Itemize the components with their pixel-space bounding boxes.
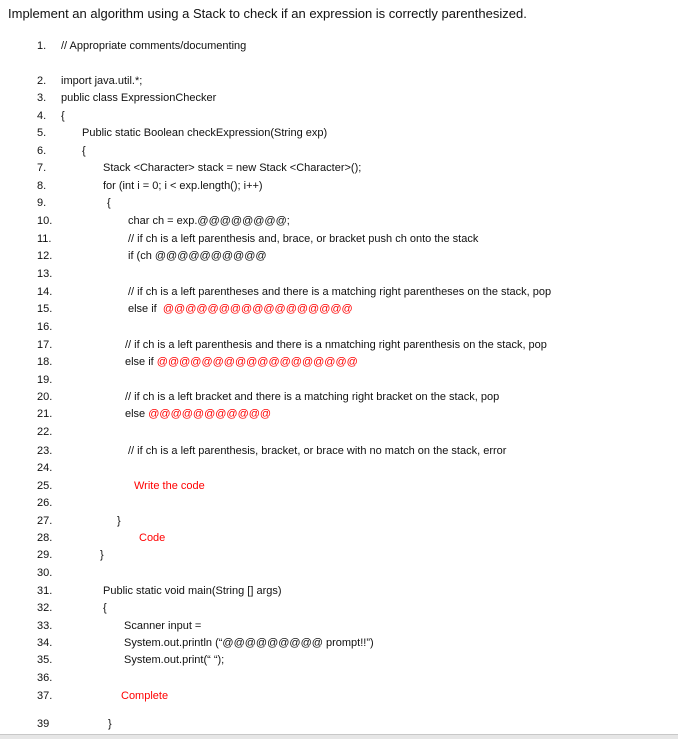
- code-text: [61, 38, 246, 54]
- code-segment: // if ch is a left parenthesis, bracket, or brace with no match on the stack, error: [128, 445, 507, 457]
- line-number: 20.: [37, 391, 53, 403]
- code-segment: System.out.println (“@@@@@@@@@ prompt!!”): [124, 637, 374, 649]
- placeholder-text: @@@@@@@@@@@@@@@@@: [162, 303, 353, 315]
- line-number: 5.: [37, 127, 47, 139]
- code-text: [103, 600, 107, 616]
- line-number: 25.: [37, 480, 53, 492]
- code-text: [108, 716, 112, 732]
- placeholder-text: Write the code: [134, 480, 205, 492]
- document-title: Implement an algorithm using a Stack to check if an expression is correctly parenthesized.: [8, 6, 527, 21]
- code-text: [82, 125, 327, 141]
- line-number: 39: [37, 718, 50, 730]
- line-number: 1.: [37, 40, 47, 52]
- code-segment: Stack <Character> stack = new Stack <Character>();: [103, 162, 362, 174]
- code-text: [103, 160, 361, 176]
- code-segment: // Appropriate comments/documenting: [61, 40, 247, 52]
- placeholder-text: Code: [139, 532, 166, 544]
- line-number: 9.: [37, 197, 47, 209]
- code-segment: {: [107, 197, 111, 209]
- line-number: 3.: [37, 92, 47, 104]
- code-text: [100, 547, 104, 563]
- line-number: 6.: [37, 145, 47, 157]
- code-text: [128, 231, 478, 247]
- code-segment: {: [61, 110, 65, 122]
- code-segment: Scanner input =: [124, 620, 202, 632]
- line-number: 28.: [37, 532, 53, 544]
- code-text: [124, 618, 201, 634]
- code-text: [107, 195, 111, 211]
- line-number: 17.: [37, 339, 53, 351]
- line-number: 37.: [37, 690, 53, 702]
- placeholder-text: @@@@@@@@@@@: [148, 408, 272, 420]
- code-segment: Public static void main(String [] args): [103, 585, 282, 597]
- code-text: [128, 248, 267, 264]
- code-segment: {: [103, 602, 107, 614]
- code-segment: else if: [128, 303, 163, 315]
- code-text: [125, 389, 499, 405]
- code-text: [124, 635, 374, 651]
- line-number: 23.: [37, 445, 53, 457]
- line-number: 19.: [37, 374, 53, 386]
- code-segment: public class ExpressionChecker: [61, 92, 217, 104]
- placeholder-text: Complete: [121, 690, 169, 702]
- line-number: 12.: [37, 250, 53, 262]
- code-text: [134, 478, 205, 494]
- code-segment: for (int i = 0; i < exp.length(); i++): [103, 180, 263, 192]
- placeholder-text: @@@@@@@@@@@@@@@@@@: [156, 356, 358, 368]
- code-segment: System.out.print(“ “);: [124, 654, 225, 666]
- bottom-scrollbar[interactable]: [0, 734, 678, 739]
- line-number: 10.: [37, 215, 53, 227]
- code-segment: {: [82, 145, 86, 157]
- code-segment: char ch = exp.@@@@@@@@;: [128, 215, 290, 227]
- line-number: 35.: [37, 654, 53, 666]
- code-segment: }: [117, 515, 121, 527]
- line-number: 31.: [37, 585, 53, 597]
- code-segment: // if ch is a left bracket and there is a matching right bracket on the stack, pop: [125, 391, 500, 403]
- line-number: 22.: [37, 426, 53, 438]
- code-text: [117, 513, 121, 529]
- code-text: [125, 354, 358, 370]
- line-number: 29.: [37, 549, 53, 561]
- code-text: [125, 337, 547, 353]
- line-number: 16.: [37, 321, 53, 333]
- line-number: 2.: [37, 75, 47, 87]
- line-number: 15.: [37, 303, 53, 315]
- code-segment: else: [125, 408, 149, 420]
- code-text: [124, 652, 224, 668]
- code-segment: // if ch is a left parenthesis and, brace, or bracket push ch onto the stack: [128, 233, 479, 245]
- code-text: [125, 406, 271, 422]
- code-segment: // if ch is a left parenthesis and there is a nmatching right parenthesis on the stack, pop: [125, 339, 547, 351]
- code-text: [103, 178, 263, 194]
- line-number: 27.: [37, 515, 53, 527]
- code-text: [103, 583, 282, 599]
- line-number: 8.: [37, 180, 47, 192]
- code-segment: // if ch is a left parentheses and there is a matching right parentheses on the stack, pop: [128, 286, 552, 298]
- code-text: [128, 284, 551, 300]
- line-number: 14.: [37, 286, 53, 298]
- line-number: 13.: [37, 268, 53, 280]
- code-text: [82, 143, 86, 159]
- line-number: 18.: [37, 356, 53, 368]
- line-number: 32.: [37, 602, 53, 614]
- line-number: 11.: [37, 233, 52, 245]
- code-text: [61, 108, 65, 124]
- code-segment: Public static Boolean checkExpression(String exp): [82, 127, 328, 139]
- code-text: [128, 301, 353, 317]
- code-text: [61, 73, 142, 89]
- line-number: 36.: [37, 672, 53, 684]
- line-number: 24.: [37, 462, 53, 474]
- code-segment: else if: [125, 356, 157, 368]
- line-number: 26.: [37, 497, 53, 509]
- line-number: 7.: [37, 162, 47, 174]
- code-segment: }: [108, 718, 112, 730]
- code-segment: if (ch @@@@@@@@@@: [128, 250, 267, 262]
- line-number: 21.: [37, 408, 53, 420]
- line-number: 30.: [37, 567, 53, 579]
- code-text: [128, 443, 506, 459]
- line-number: 33.: [37, 620, 53, 632]
- code-text: [139, 530, 165, 546]
- line-number: 34.: [37, 637, 53, 649]
- code-segment: }: [100, 549, 104, 561]
- code-text: [128, 213, 290, 229]
- line-number: 4.: [37, 110, 47, 122]
- code-text: [121, 688, 168, 704]
- code-text: [61, 90, 216, 106]
- code-segment: import java.util.*;: [61, 75, 143, 87]
